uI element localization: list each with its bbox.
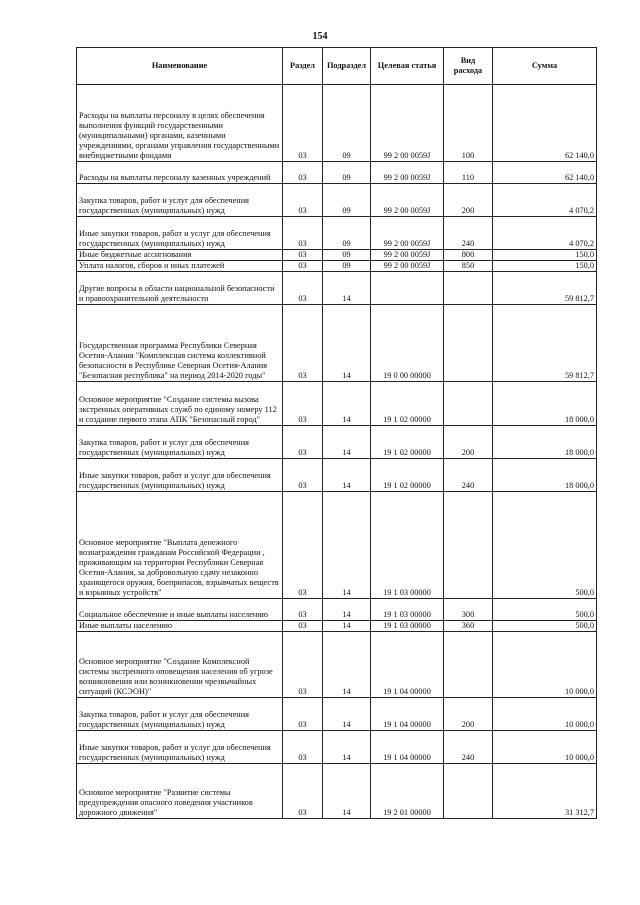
row-subsection: 14 [323, 382, 371, 426]
row-expense-type: 240 [444, 217, 493, 250]
table-row [77, 492, 597, 599]
row-subsection: 14 [323, 764, 371, 819]
row-name: Основное мероприятие "Выплата денежного вознаграждения гражданам Российской Федерации , проживающим на территории Республики Северная Осетия-Алания, за добровольную сдачу незаконно хранящегося оружия, боеприпасов, взрывчатых веществ и взрывных устройств" [77, 492, 283, 599]
row-target: 19 1 04 00000 [371, 698, 444, 731]
row-name: Социальное обеспечение и иные выплаты населению [77, 599, 283, 621]
row-target: 19 1 03 00000 [371, 621, 444, 632]
row-subsection: 09 [323, 85, 371, 162]
row-name: Уплата налогов, сборов и иных платежей [77, 261, 283, 272]
page-number: 154 [312, 31, 328, 42]
row-name: Государственная программа Республики Северная Осетия-Алания "Комплексная система коллективной безопасности в Республике Северная Осетия-Алания "Безопасная республика" на период 2014-2020 годы" [77, 305, 283, 382]
row-name: Основное мероприятие "Создание Комплексной системы экстренного оповещения населения об угрозе возникновения или возникновении чрезвычайных ситуаций (КСЭОН)" [77, 632, 283, 698]
row-name: Закупка товаров, работ и услуг для обеспечения государственных (муниципальных) нужд [77, 184, 283, 217]
row-name: Иные выплаты населению [77, 621, 283, 632]
table-row [77, 731, 597, 764]
row-sum: 150,0 [493, 261, 597, 272]
row-section: 03 [283, 599, 323, 621]
row-target: 19 1 03 00000 [371, 492, 444, 599]
row-expense-type: 240 [444, 731, 493, 764]
table-row [77, 184, 597, 217]
row-expense-type: 200 [444, 184, 493, 217]
table-row [77, 599, 597, 621]
row-target: 99 2 00 0059J [371, 85, 444, 162]
row-sum: 10 000,0 [493, 698, 597, 731]
table-row [77, 764, 597, 819]
row-sum: 31 312,7 [493, 764, 597, 819]
row-section: 03 [283, 162, 323, 184]
row-sum: 62 140,0 [493, 162, 597, 184]
row-target: 99 2 00 0059J [371, 250, 444, 261]
table-row [77, 250, 597, 261]
row-subsection: 14 [323, 698, 371, 731]
row-subsection: 09 [323, 162, 371, 184]
row-name: Расходы на выплаты персоналу в целях обеспечения выполнения функций государственными (муниципальными) органами, казенными учреждениями, органами управления государственными внебюджетными фондами [77, 85, 283, 162]
row-name: Закупка товаров, работ и услуг для обеспечения государственных (муниципальных) нужд [77, 698, 283, 731]
row-section: 03 [283, 261, 323, 272]
table-row [77, 621, 597, 632]
row-subsection: 14 [323, 426, 371, 459]
row-target [371, 272, 444, 305]
header-subsection: Подраздел [323, 48, 371, 85]
table-row [77, 382, 597, 426]
row-name: Иные закупки товаров, работ и услуг для обеспечения государственных (муниципальных) нужд [77, 731, 283, 764]
row-subsection: 09 [323, 217, 371, 250]
row-sum: 59 812,7 [493, 272, 597, 305]
row-expense-type [444, 632, 493, 698]
row-sum: 62 140,0 [493, 85, 597, 162]
row-section: 03 [283, 621, 323, 632]
table-row [77, 305, 597, 382]
header-sum: Сумма [493, 48, 597, 85]
row-subsection: 14 [323, 621, 371, 632]
row-subsection: 14 [323, 272, 371, 305]
row-target: 19 0 00 00000 [371, 305, 444, 382]
row-section: 03 [283, 492, 323, 599]
row-expense-type: 200 [444, 426, 493, 459]
header-name: Наименование [77, 48, 283, 85]
row-section: 03 [283, 426, 323, 459]
row-section: 03 [283, 305, 323, 382]
row-sum: 18 000,0 [493, 426, 597, 459]
header-row [77, 48, 597, 85]
row-section: 03 [283, 632, 323, 698]
table-row [77, 261, 597, 272]
row-target: 99 2 00 0059J [371, 184, 444, 217]
row-section: 03 [283, 698, 323, 731]
row-subsection: 09 [323, 261, 371, 272]
row-expense-type: 240 [444, 459, 493, 492]
row-target: 19 1 02 00000 [371, 426, 444, 459]
row-section: 03 [283, 184, 323, 217]
row-expense-type [444, 764, 493, 819]
row-subsection: 14 [323, 459, 371, 492]
table-row [77, 426, 597, 459]
row-target: 19 1 02 00000 [371, 382, 444, 426]
row-subsection: 14 [323, 599, 371, 621]
row-name: Другие вопросы в области национальной безопасности и правоохранительной деятельности [77, 272, 283, 305]
row-name: Иные закупки товаров, работ и услуг для обеспечения государственных (муниципальных) нужд [77, 459, 283, 492]
row-subsection: 14 [323, 731, 371, 764]
row-expense-type: 850 [444, 261, 493, 272]
row-expense-type: 360 [444, 621, 493, 632]
row-subsection: 09 [323, 250, 371, 261]
row-target: 99 2 00 0059J [371, 261, 444, 272]
row-sum: 10 000,0 [493, 632, 597, 698]
row-expense-type: 110 [444, 162, 493, 184]
row-target: 19 1 02 00000 [371, 459, 444, 492]
row-expense-type: 800 [444, 250, 493, 261]
row-expense-type [444, 305, 493, 382]
row-sum: 4 070,2 [493, 184, 597, 217]
row-name: Основное мероприятие "Создание системы вызова экстренных оперативных служб по единому номеру 112 и создание первого этапа АПК "Безопасный город" [77, 382, 283, 426]
row-sum: 10 000,0 [493, 731, 597, 764]
row-sum: 59 812,7 [493, 305, 597, 382]
table-row [77, 162, 597, 184]
row-section: 03 [283, 217, 323, 250]
row-subsection: 14 [323, 632, 371, 698]
row-section: 03 [283, 85, 323, 162]
row-expense-type: 300 [444, 599, 493, 621]
row-section: 03 [283, 382, 323, 426]
row-expense-type [444, 382, 493, 426]
table-row [77, 272, 597, 305]
header-section: Раздел [283, 48, 323, 85]
row-section: 03 [283, 272, 323, 305]
row-expense-type: 100 [444, 85, 493, 162]
row-name: Основное мероприятие "Развитие системы предупреждения опасного поведения участников дорожного движения" [77, 764, 283, 819]
row-expense-type [444, 492, 493, 599]
row-sum: 500,0 [493, 492, 597, 599]
row-section: 03 [283, 250, 323, 261]
row-target: 99 2 00 0059J [371, 162, 444, 184]
row-sum: 500,0 [493, 621, 597, 632]
row-subsection: 14 [323, 492, 371, 599]
row-name: Расходы на выплаты персоналу казенных учреждений [77, 162, 283, 184]
row-sum: 18 000,0 [493, 382, 597, 426]
row-expense-type: 200 [444, 698, 493, 731]
row-target: 19 1 03 00000 [371, 599, 444, 621]
row-sum: 4 070,2 [493, 217, 597, 250]
table-row [77, 698, 597, 731]
row-sum: 18 000,0 [493, 459, 597, 492]
row-name: Закупка товаров, работ и услуг для обеспечения государственных (муниципальных) нужд [77, 426, 283, 459]
table-row [77, 632, 597, 698]
row-subsection: 14 [323, 305, 371, 382]
row-section: 03 [283, 459, 323, 492]
table-row [77, 217, 597, 250]
row-sum: 500,0 [493, 599, 597, 621]
row-section: 03 [283, 764, 323, 819]
row-name: Иные бюджетные ассигнования [77, 250, 283, 261]
row-subsection: 09 [323, 184, 371, 217]
budget-table [76, 47, 597, 819]
row-expense-type [444, 272, 493, 305]
header-target: Целевая статья [371, 48, 444, 85]
header-expense-type: Вид расхода [444, 48, 493, 85]
row-section: 03 [283, 731, 323, 764]
table-row [77, 459, 597, 492]
row-target: 19 2 01 00000 [371, 764, 444, 819]
row-target: 99 2 00 0059J [371, 217, 444, 250]
table-row [77, 85, 597, 162]
row-target: 19 1 04 00000 [371, 731, 444, 764]
row-name: Иные закупки товаров, работ и услуг для обеспечения государственных (муниципальных) нужд [77, 217, 283, 250]
row-sum: 150,0 [493, 250, 597, 261]
row-target: 19 1 04 00000 [371, 632, 444, 698]
